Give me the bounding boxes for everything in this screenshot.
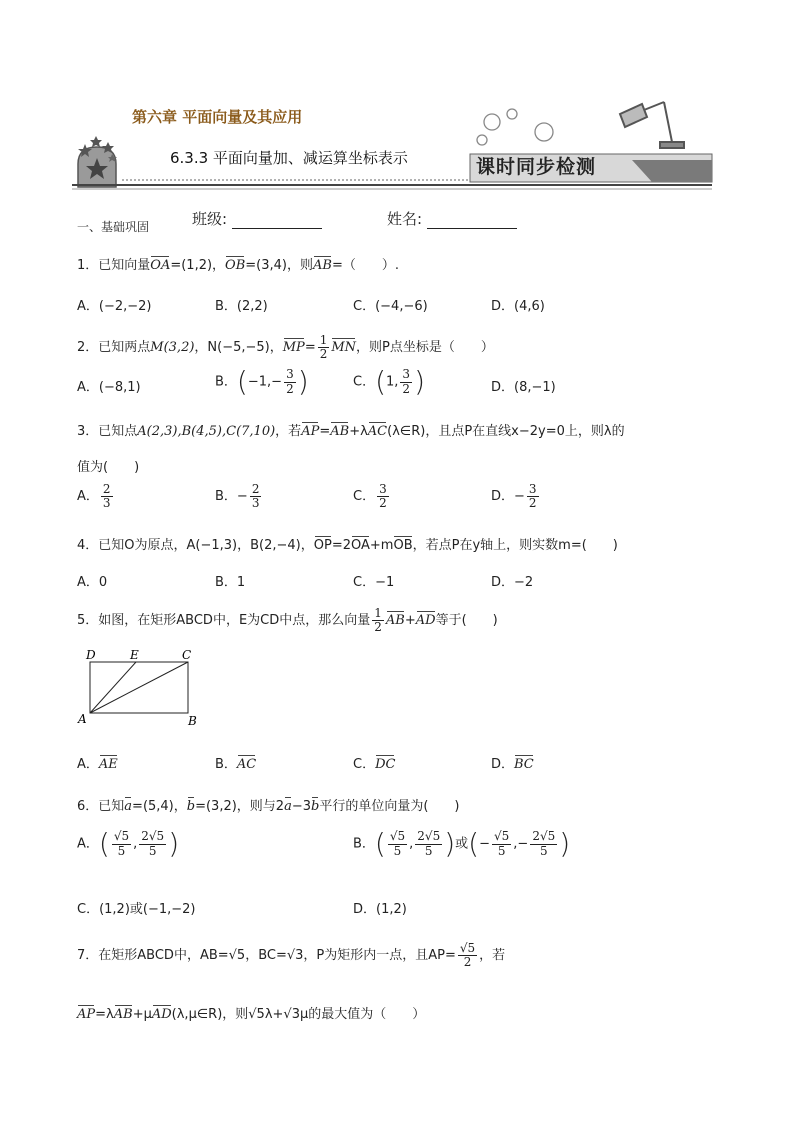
q2-tail: ，则P点坐标是（ ） [356,340,494,356]
q2-stem: 2．已知两点 [77,340,151,356]
q6-option-b[interactable]: B．( $\frac{√5}{5}$ , $\frac{2√5}{5}$ )或(− $\frac{√5}{5}$ ,− $\frac{2√5}{5}$ ) [353,827,571,860]
q3-plus: +λ [349,424,368,439]
part-heading: 一、基础巩固 [77,220,150,234]
q4-stem: 4．已知O为原点，A(−1,3)，B(2,−4)， [77,538,314,553]
section-title: 6.3.3 平面向量加、减运算坐标表示 [170,149,408,167]
vec-a: a [124,799,133,814]
q7-eq: =λ [95,1007,114,1022]
label-a: A [78,712,87,726]
q3-line2: 值为( ) [77,460,140,475]
q7-tail: ，若 [479,948,506,964]
q6-minus: −3 [291,799,312,814]
vec-ap-q7: AP [77,1007,96,1022]
q3-tail: ，且点P在直线x−2y=0上，则λ的 [425,424,625,439]
q7-stem: 7．在矩形ABCD中，AB=√5，BC=√3，P为矩形内一点，且AP= [77,948,456,964]
q4-eq: =2 [331,538,351,553]
name-field [387,208,517,229]
q2-half: $\frac{1}{2}$ [319,333,328,362]
label-b: B [188,714,197,728]
class-blank[interactable] [232,215,322,229]
class-label: 班级: [192,210,228,228]
banner-text: 课时同步检测 [476,156,597,178]
vec-oa-q4: OA [351,538,370,553]
vec-a2: a [284,799,292,814]
q1-tail: =（ ）. [331,258,399,273]
vec-mn: MN [331,340,357,356]
q3-eq: = [319,424,331,439]
question-6 [77,795,460,814]
q2-point-m: M(3,2) [150,340,195,356]
q4-option-d[interactable]: D．−2 [491,575,534,590]
vec-ac: AC [367,424,388,439]
q3-points: A(2,3),B(4,5),C(7,10) [137,424,276,439]
q4-option-b[interactable]: B．1 [215,575,246,590]
q5-option-d[interactable]: D．BC [491,757,534,772]
question-1 [77,254,399,273]
chapter-title: 第六章 平面向量及其应用 [132,108,303,126]
question-2 [77,334,494,361]
q5-option-b[interactable]: B．AC [215,757,257,772]
label-e: E [130,648,139,662]
question-3 [77,420,625,439]
q1-stem: 1．已知向量 [77,258,151,273]
star-badge-icon [78,136,117,187]
q5-half: $\frac{1}{2}$ [374,606,382,635]
q3-mid: ，若 [275,424,302,439]
bubbles-icon [477,109,553,145]
question-7 [77,942,505,969]
q4-option-c[interactable]: C．−1 [353,575,395,590]
q2-eq: = [304,340,316,356]
q6-eq1: =(5,4)， [132,799,187,814]
q2-option-a[interactable]: A．(−8,1) [77,380,141,395]
q1-option-d[interactable]: D．(4,6) [491,299,545,314]
q1-eq1: =(1,2)， [170,258,226,273]
vec-ad-q7: AD [151,1007,172,1022]
q4-plus: +m [369,538,394,553]
name-label: 姓名: [387,210,423,228]
q5-plus: + [404,613,416,629]
question-4 [77,534,618,553]
name-blank[interactable] [427,215,517,229]
q7-frac: $\frac{√5}{2}$ [459,941,476,970]
rectangle-figure [76,645,206,730]
q1-option-c[interactable]: C．(−4,−6) [353,299,428,314]
label-d: D [86,648,96,662]
q2-option-b[interactable]: B．(−1,− $\frac{3}{2}$ ) [215,365,309,398]
vec-ad: AD [415,613,436,629]
vec-ob: OB [225,258,246,273]
q3-option-a[interactable]: A． $\frac{2}{3}$ [77,482,111,511]
q3-option-c[interactable]: C． $\frac{3}{2}$ [353,482,387,511]
q5-option-c[interactable]: C．DC [353,757,396,772]
vec-oa: OA [150,258,171,273]
q3-option-b[interactable]: B．− $\frac{2}{3}$ [215,482,260,511]
vec-ob-q4: OB [393,538,413,553]
q6-eq2: =(3,2)，则与2 [195,799,285,814]
q5-option-a[interactable]: A．AE [77,757,118,772]
q4-option-a[interactable]: A．0 [77,575,108,590]
q6-option-d[interactable]: D．(1,2) [353,902,407,917]
q2-option-d[interactable]: D．(8,−1) [491,380,556,395]
vec-ab-q7: AB [113,1007,133,1022]
vec-ab: AB [312,258,332,273]
q7-plus: +μ [132,1007,152,1022]
q2-option-c[interactable]: C．(1, $\frac{3}{2}$ ) [353,365,425,398]
q6-tail: 平行的单位向量为( ) [319,799,460,814]
label-c: C [182,648,192,662]
q3-stem: 3．已知点 [77,424,138,439]
q3-cond: (λ∈R) [387,424,426,439]
q3-option-d[interactable]: D．− $\frac{3}{2}$ [491,482,537,511]
q6-stem: 6．已知 [77,799,125,814]
q6-option-c[interactable]: C．(1,2)或(−1,−2) [77,902,196,917]
vec-b: b [186,799,196,814]
desk-lamp-icon [620,102,684,148]
q1-option-a[interactable]: A．(−2,−2) [77,299,152,314]
vec-b2: b [311,799,320,814]
vec-mp: MP [282,340,305,356]
q4-tail: ，若点P在y轴上，则实数m=( ) [412,538,618,553]
q2-mid: ，N(−5,−5)， [194,340,283,356]
vec-ap: AP [301,424,320,439]
q1-option-b[interactable]: B．(2,2) [215,299,268,314]
vec-op: OP [313,538,332,553]
q5-stem: 5．如图，在矩形ABCD中，E为CD中点，那么向量 [77,613,371,629]
q7-cond: (λ,μ∈R)，则√5λ+√3μ的最大值为（ ） [171,1007,426,1022]
vec-ab-q5: AB [385,613,405,629]
class-field [192,208,322,229]
q5-tail: 等于( ) [435,613,498,629]
q6-option-a[interactable]: A．( $\frac{√5}{5}$ , $\frac{2√5}{5}$ ) [77,827,180,860]
q7-line2 [77,1003,425,1022]
vec-ab-q3: AB [330,424,350,439]
q1-eq2: =(3,4)，则 [245,258,313,273]
question-5 [77,607,498,634]
